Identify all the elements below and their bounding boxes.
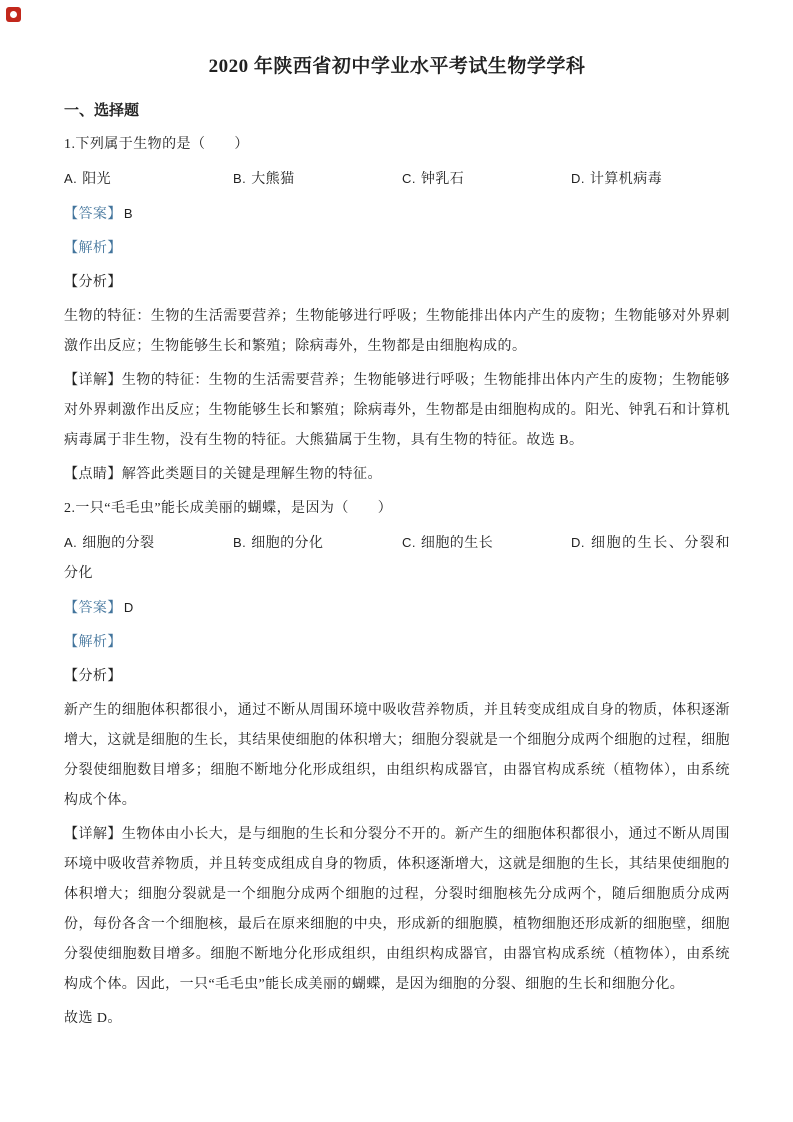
question-1-option-c: [402, 164, 571, 195]
question-2-stem: [64, 494, 730, 524]
question-2-text: 一只“毛毛虫”能长成美丽的蝴蝶，是因为（ ）: [75, 501, 393, 516]
answer-value: D: [123, 600, 134, 615]
fenxi-marker: 【分析】: [64, 275, 122, 290]
corner-logo-icon: [6, 7, 21, 22]
option-text: 细胞的分裂: [82, 536, 155, 551]
option-text: 钟乳石: [420, 172, 465, 187]
option-letter: B.: [233, 535, 247, 550]
jiexi-marker: 【解析】: [64, 241, 122, 256]
option-letter: C.: [402, 535, 416, 550]
question-1-analysis: 生物的特征：生物的生活需要营养；生物能够进行呼吸；生物能排出体内产生的废物；生物能够对外界刺激作出反应；生物能够生长和繁殖；除病毒外，生物都是由细胞构成的。: [64, 309, 730, 354]
fenxi-marker: 【分析】: [64, 669, 122, 684]
question-2-number: 2.: [64, 501, 76, 516]
question-1-jiexi-line: [64, 234, 730, 264]
question-1-text: 下列属于生物的是（ ）: [75, 137, 249, 152]
jiexi-marker: 【解析】: [64, 635, 122, 650]
option-text: 细胞的生长、分裂和分化: [64, 536, 730, 581]
xiangjie-marker: 【详解】: [64, 827, 122, 842]
question-2-analysis: 新产生的细胞体积都很小，通过不断从周围环境中吸收营养物质，并且转变成组成自身的物质，体积逐渐增大，这就是细胞的生长，其结果使细胞的体积增大；细胞分裂就是一个细胞分成两个细胞的过程，细胞分裂使细胞数目增多；细胞不断地分化形成组织，由组织构成器官，由器官构成系统（植物体），由系统构成个体。: [64, 703, 730, 808]
question-1-option-d: [571, 172, 662, 187]
question-2-conclusion: 故选 D。: [64, 1011, 122, 1026]
answer-marker: 【答案】: [64, 207, 122, 222]
option-letter: A.: [64, 171, 78, 186]
page-title: 2020 年陕西省初中学业水平考试生物学学科: [208, 56, 586, 77]
answer-marker: 【答案】: [64, 601, 122, 616]
question-1-number: 1.: [64, 137, 76, 152]
detail-text: 生物的特征：生物的生活需要营养；生物能够进行呼吸；生物能排出体内产生的废物；生物能够对外界刺激作出反应；生物能够生长和繁殖；除病毒外，生物都是由细胞构成的。阳光、钟乳石和计算机病毒属于非生物，没有生物的特征。大熊猫属于生物，具有生物的特征。故选 B。: [64, 373, 730, 448]
option-letter: B.: [233, 171, 247, 186]
option-letter: D.: [571, 171, 585, 186]
answer-value: B: [123, 206, 133, 221]
question-1-fenxi-line: [64, 268, 730, 298]
question-2-option-b: [233, 528, 402, 559]
question-2-options: [64, 528, 730, 589]
question-1-options: [64, 164, 730, 195]
question-1-detail: [64, 366, 730, 456]
option-letter: A.: [64, 535, 78, 550]
option-letter: D.: [571, 535, 585, 550]
question-2-jiexi-line: [64, 628, 730, 658]
option-text: 细胞的分化: [251, 536, 324, 551]
question-1-stem: [64, 130, 730, 160]
question-1-option-b: [233, 164, 402, 195]
question-1-tip: [64, 460, 730, 490]
question-2-option-c: [402, 528, 571, 559]
option-text: 大熊猫: [251, 172, 295, 187]
dianjing-marker: 【点睛】: [64, 467, 122, 482]
option-letter: C.: [402, 171, 416, 186]
question-2-fenxi-line: [64, 662, 730, 692]
option-text: 细胞的生长: [420, 536, 494, 551]
question-2-answer-line: [64, 593, 730, 624]
question-2-detail: [64, 820, 730, 1000]
detail-text: 生物体由小长大，是与细胞的生长和分裂分不开的。新产生的细胞体积都很小，通过不断从周围环境中吸收营养物质，并且转变成组成自身的物质，体积逐渐增大，这就是细胞的生长，其结果使细胞的体积增大；细胞分裂就是一个细胞分成两个细胞的过程，分裂时细胞核先分成两个，随后细胞质分成两份，每份各含一个细胞核，最后在原来细胞的中央，形成新的细胞膜，植物细胞还形成新的细胞壁，细胞分裂使细胞数目增多。细胞不断地分化形成组织，由组织构成器官，由器官构成系统（植物体），由系统构成个体。因此，一只“毛毛虫”能长成美丽的蝴蝶，是因为细胞的分裂、细胞的生长和细胞分化。: [64, 827, 730, 992]
question-1-answer-line: [64, 199, 730, 230]
question-2-option-a: [64, 528, 233, 559]
question-1-option-a: [64, 164, 233, 195]
option-text: 计算机病毒: [589, 172, 663, 187]
option-text: 阳光: [82, 172, 112, 187]
section-heading: 一、选择题: [64, 103, 140, 119]
xiangjie-marker: 【详解】: [64, 373, 122, 388]
tip-text: 解答此类题目的关键是理解生物的特征。: [121, 467, 382, 482]
